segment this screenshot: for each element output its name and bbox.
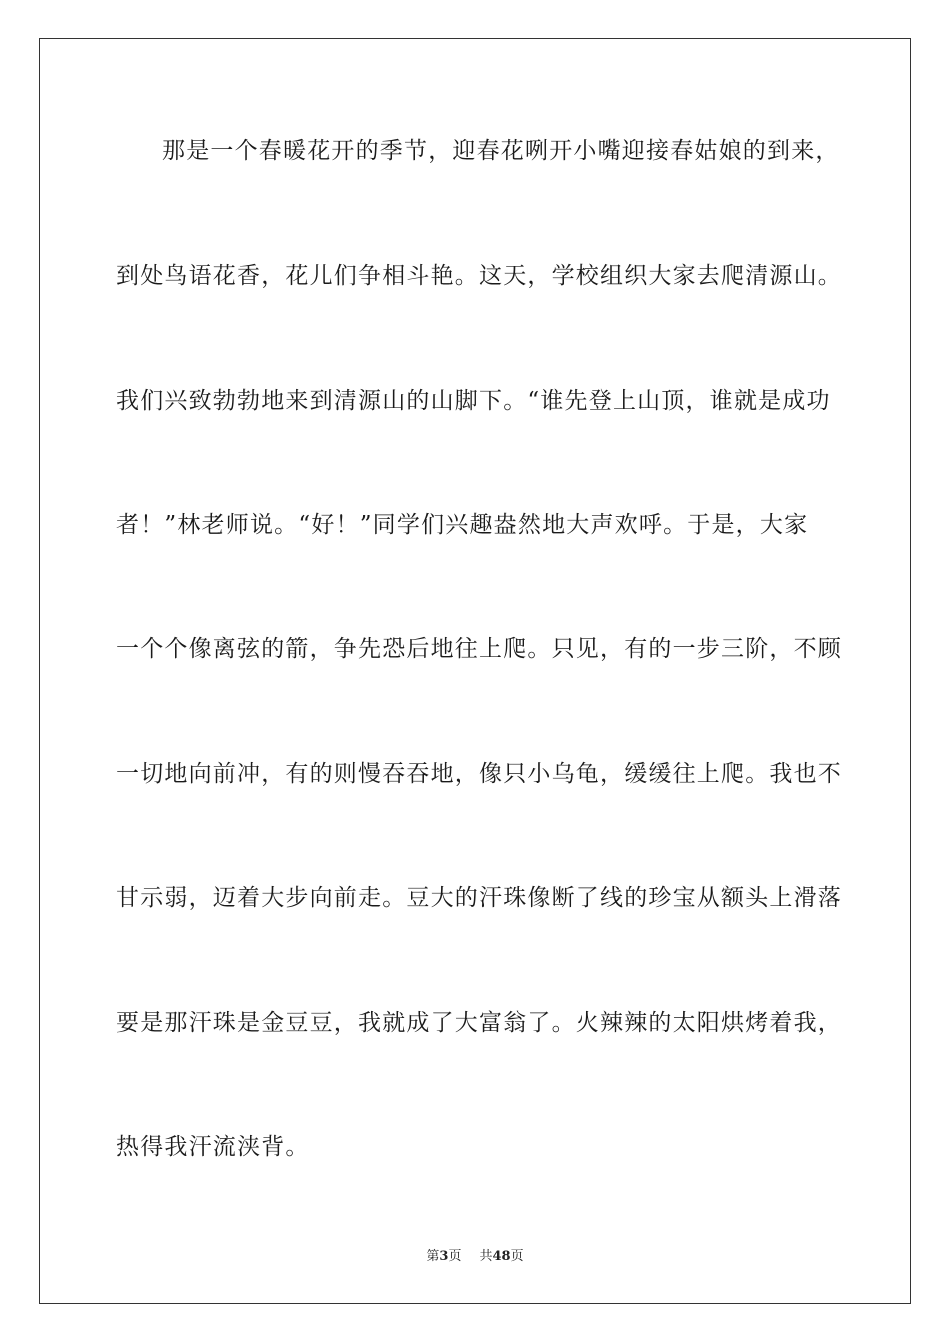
- paragraph-line: 到处鸟语花香，花儿们争相斗艳。这天，学校组织大家去爬清源山。: [116, 263, 842, 289]
- paragraph-line: 我们兴致勃勃地来到清源山的山脚下。“谁先登上山顶，谁就是成功: [116, 388, 831, 414]
- page-border: [39, 38, 911, 1304]
- paragraph-line: 热得我汗流浃背。: [116, 1134, 310, 1160]
- paragraph-line: 一个个像离弦的箭，争先恐后地往上爬。只见，有的一步三阶，不顾: [116, 636, 842, 662]
- page-total: 共48页: [479, 1249, 524, 1264]
- page-number: 第3页: [426, 1249, 462, 1264]
- paragraph-line: 那是一个春暖花开的季节，迎春花咧开小嘴迎接春姑娘的到来，: [162, 138, 840, 164]
- paragraph-line: 一切地向前冲，有的则慢吞吞地，像只小乌龟，缓缓往上爬。我也不: [116, 761, 842, 787]
- paragraph-line: 者！”林老师说。“好！”同学们兴趣盎然地大声欢呼。于是，大家: [116, 512, 809, 538]
- paragraph-line: 甘示弱，迈着大步向前走。豆大的汗珠像断了线的珍宝从额头上滑落: [116, 885, 842, 911]
- page-footer: [0, 1248, 950, 1266]
- paragraph-line: 要是那汗珠是金豆豆，我就成了大富翁了。火辣辣的太阳烘烤着我，: [116, 1010, 842, 1036]
